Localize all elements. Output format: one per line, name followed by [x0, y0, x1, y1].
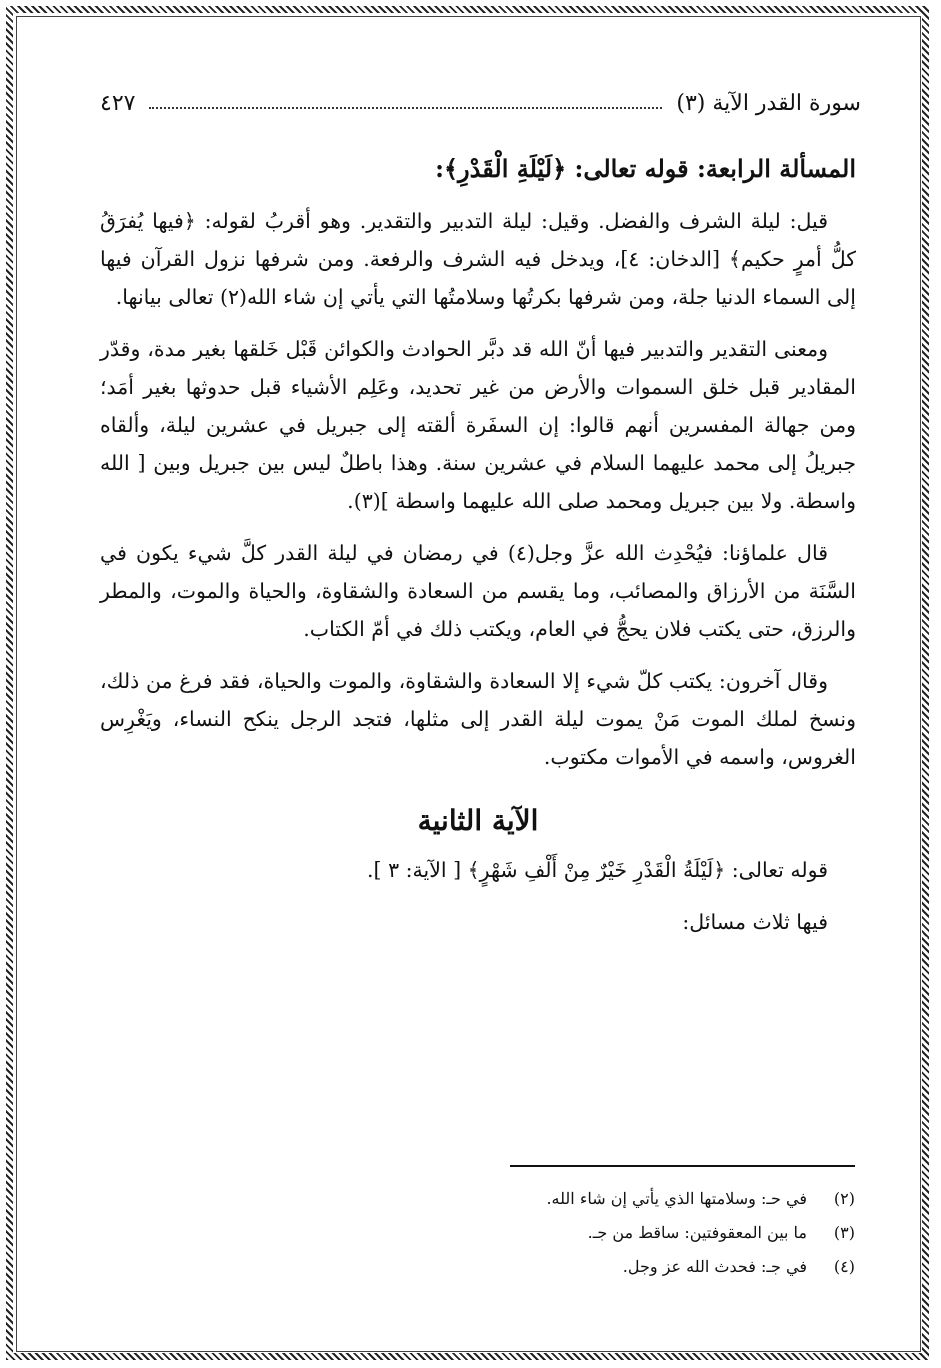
footnote-text: في جـ: فحدث الله عز وجل.: [622, 1257, 807, 1276]
header-dots: [149, 97, 662, 109]
footnote-rule: [510, 1165, 855, 1167]
footnote-number: (٤): [833, 1257, 855, 1276]
paragraph-4: وقال آخرون: يكتب كلّ شيء إلا السعادة والشقاوة، والموت والحياة، فقد فرغ من ذلك، ونسخ لملك الموت مَنْ يموت ليلة القدر إلى مثلها، فتجد الرجل ينكح النساء، ويَغْرِس الغروس، واسمه في الأموات مكتوب.: [100, 669, 856, 770]
verse-line: قوله تعالى: ﴿لَيْلَةُ الْقَدْرِ خَيْرٌ مِنْ أَلْفِ شَهْرٍ﴾ [ الآية: ٣ ].: [367, 858, 828, 883]
issues-line: فيها ثلاث مسائل:: [682, 910, 828, 935]
paragraph-1: قيل: ليلة الشرف والفضل. وقيل: ليلة التدبير والتقدير. وهو أقربُ لقوله: ﴿فيها يُفرَقُ كلُّ أمرٍ حكيم﴾ [الدخان: ٤]، ويدخل فيه الشرف والرفعة. ومن شرفها نزول القرآن فيها إلى السماء الدنيا جلة، ومن شرفها بكرتُها وسلامتُها التي يأتي إن شاء الله(٢) تعالى بيانها.: [100, 209, 856, 310]
footnote-text: ما بين المعقوفتين: ساقط من جـ.: [587, 1223, 807, 1242]
section-title: الآية الثانية: [417, 804, 539, 838]
footnote-item: [300, 1185, 855, 1213]
running-header: [100, 86, 861, 120]
footnote-number: (٢): [833, 1189, 855, 1208]
surah-header: سورة القدر الآية (٣): [676, 90, 861, 116]
paragraph-3: قال علماؤنا: فيُحْدِث الله عزَّ وجل(٤) في رمضان في ليلة القدر كلَّ شيء يكون في السَّنَة من الأرزاق والمصائب، وما يقسم من السعادة والشقاوة، والحياة والموت، والمطر والرزق، حتى يكتب فلان يحجُّ في العام، ويكتب ذلك في أمّ الكتاب.: [100, 541, 856, 642]
footnote-text: في حـ: وسلامتها الذي يأتي إن شاء الله.: [546, 1189, 807, 1208]
page-number: ٤٢٧: [100, 90, 136, 116]
footnote-item: [300, 1219, 855, 1247]
main-content: [100, 150, 856, 955]
footnote-item: [300, 1253, 855, 1281]
paragraph-2: ومعنى التقدير والتدبير فيها أنّ الله قد دبَّر الحوادث والكوائن قَبْل خَلقها بغير مدة، وقدّر المقادير قبل خلق السموات والأرض من غير تحديد، وعَلِم الأشياء قبل حدوثها بغير أمَد؛ ومن جهالة المفسرين أنهم قالوا: إن السفَرة ألقته إلى جبريل في عشرين ليلة، وألقاه جبريلُ إلى محمد عليهما السلام في عشرين سنة. وهذا باطلٌ ليس بين جبريل وبين [ الله واسطة. ولا بين جبريل ومحمد صلى الله عليهما واسطة ](٣).: [100, 337, 856, 514]
footnote-number: (٣): [833, 1223, 855, 1242]
footnotes: [300, 1185, 855, 1287]
issue-heading: المسألة الرابعة: قوله تعالى: ﴿لَيْلَةِ الْقَدْرِ﴾:: [435, 154, 856, 183]
